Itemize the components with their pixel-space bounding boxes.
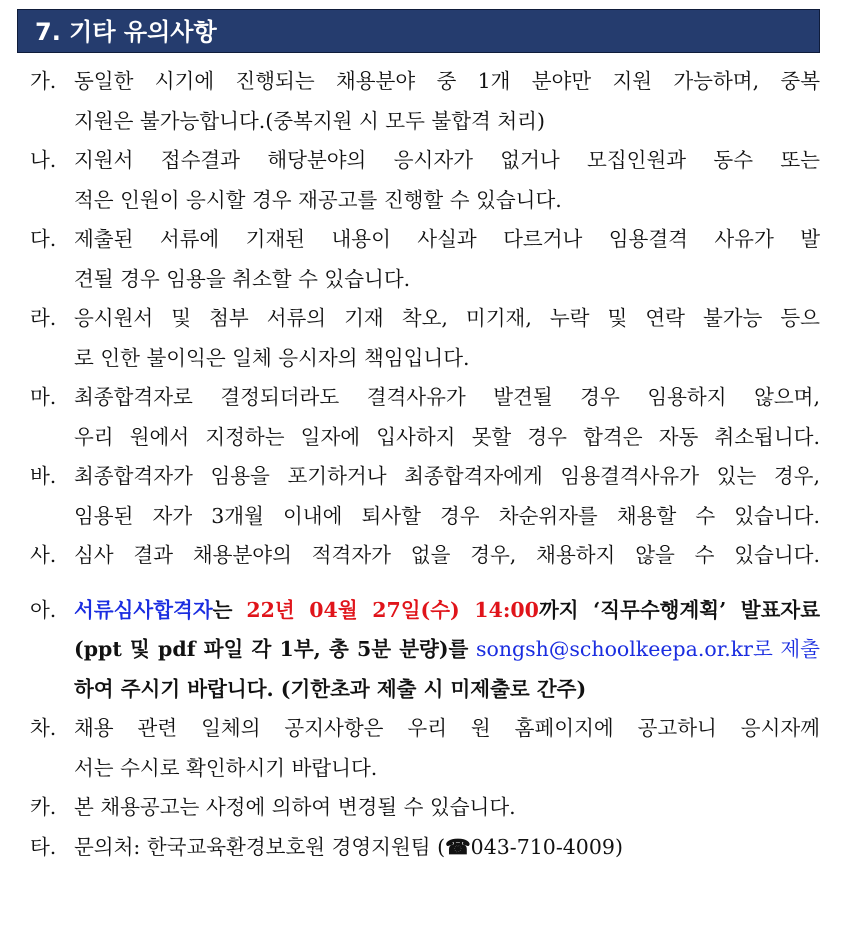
submission-email[interactable]: songsh@schoolkeepa.or.kr: [475, 637, 753, 661]
item-marker: 바.: [30, 464, 57, 488]
item-text-line: 적은 인원이 응시할 경우 재공고를 진행할 수 있습니다.: [74, 187, 562, 212]
submit-text: 로 제출: [752, 637, 820, 661]
item-text-line: 동일한 시기에 진행되는 채용분야 중 1개 분야만 지원 가능하며, 중복: [74, 69, 820, 93]
item-marker: 라.: [30, 306, 57, 330]
item-marker: 사.: [30, 543, 57, 567]
notice-list: [30, 62, 820, 867]
item-text-line: 임용된 자가 3개월 이내에 퇴사할 경우 차순위자를 채용할 수 있습니다.: [74, 503, 820, 528]
section-header: [17, 9, 820, 53]
item-text-line: 로 인한 불이익은 일체 응시자의 책임입니다.: [74, 345, 470, 370]
passed-applicants-text: 서류심사합격자: [74, 597, 213, 622]
list-item-na: [30, 141, 820, 220]
contact-phone: 043-710-4009: [470, 834, 615, 859]
list-item-ga: [30, 62, 820, 141]
contact-line: [74, 828, 820, 868]
notice-line-1: [74, 591, 820, 631]
item-text-line: 지원은 불가능합니다.(중복지원 시 모두 불합격 처리): [74, 108, 545, 133]
notice-particle: 는: [212, 597, 233, 622]
item-text-line: 최종합격자로 결정되더라도 결격사유가 발견될 경우 임용하지 않으며,: [74, 385, 820, 409]
item-marker: 타.: [30, 834, 57, 859]
item-marker: 차.: [30, 716, 57, 740]
item-marker: 나.: [30, 148, 57, 172]
list-item-cha: [30, 709, 820, 788]
item-text-line: 견될 경우 임용을 취소할 수 있습니다.: [74, 266, 411, 291]
contact-close: ): [614, 834, 623, 859]
item-marker: 가.: [30, 69, 57, 93]
item-marker: 마.: [30, 385, 57, 409]
contact-label: 문의처: 한국교육환경보호원 경영지원팀 (: [74, 834, 446, 859]
list-item-ra: [30, 299, 820, 378]
item-text-line: 응시원서 및 첨부 서류의 기재 착오, 미기재, 누락 및 연락 불가능 등으: [74, 306, 820, 330]
section-title: 7. 기타 유의사항: [35, 18, 217, 46]
list-item-ta-contact: [30, 828, 820, 868]
deadline-text: 22년 04월 27일(수) 14:00: [246, 597, 539, 622]
list-item-sa: [30, 536, 820, 576]
list-item-ba: [30, 457, 820, 536]
notice-line-3: 하여 주시기 바랍니다. (기한초과 제출 시 미제출로 간주): [74, 676, 587, 701]
item-text-line: 제출된 서류에 기재된 내용이 사실과 다르거나 임용결격 사유가 발: [74, 227, 820, 251]
notice-line-2: [74, 630, 820, 670]
item-text-line: 서는 수시로 확인하시기 바랍니다.: [74, 755, 378, 780]
list-item-a-submission-notice: [30, 591, 820, 710]
item-text-line: 심사 결과 채용분야의 적격자가 없을 경우, 채용하지 않을 수 있습니다.: [74, 543, 820, 567]
list-item-ka: [30, 788, 820, 828]
item-marker: 다.: [30, 227, 57, 251]
phone-icon: ☎: [445, 834, 471, 859]
spacer: [30, 576, 820, 591]
item-text-line: 본 채용공고는 사정에 의하여 변경될 수 있습니다.: [74, 795, 516, 819]
notice-rest-text: 까지 ‘직무수행계획’ 발표자료: [538, 597, 820, 622]
file-format-text: (ppt 및 pdf 파일 각 1부, 총 5분 분량)를: [74, 637, 469, 661]
item-marker: 카.: [30, 795, 57, 819]
item-text-line: 우리 원에서 지정하는 일자에 입사하지 못할 경우 합격은 자동 취소됩니다.: [74, 424, 820, 449]
list-item-da: [30, 220, 820, 299]
item-text-line: 최종합격자가 임용을 포기하거나 최종합격자에게 임용결격사유가 있는 경우,: [74, 464, 820, 488]
list-item-ma: [30, 378, 820, 457]
item-marker: 아.: [30, 597, 57, 622]
item-text-line: 채용 관련 일체의 공지사항은 우리 원 홈페이지에 공고하니 응시자께: [74, 716, 820, 740]
item-text-line: 지원서 접수결과 해당분야의 응시자가 없거나 모집인원과 동수 또는: [74, 148, 820, 172]
